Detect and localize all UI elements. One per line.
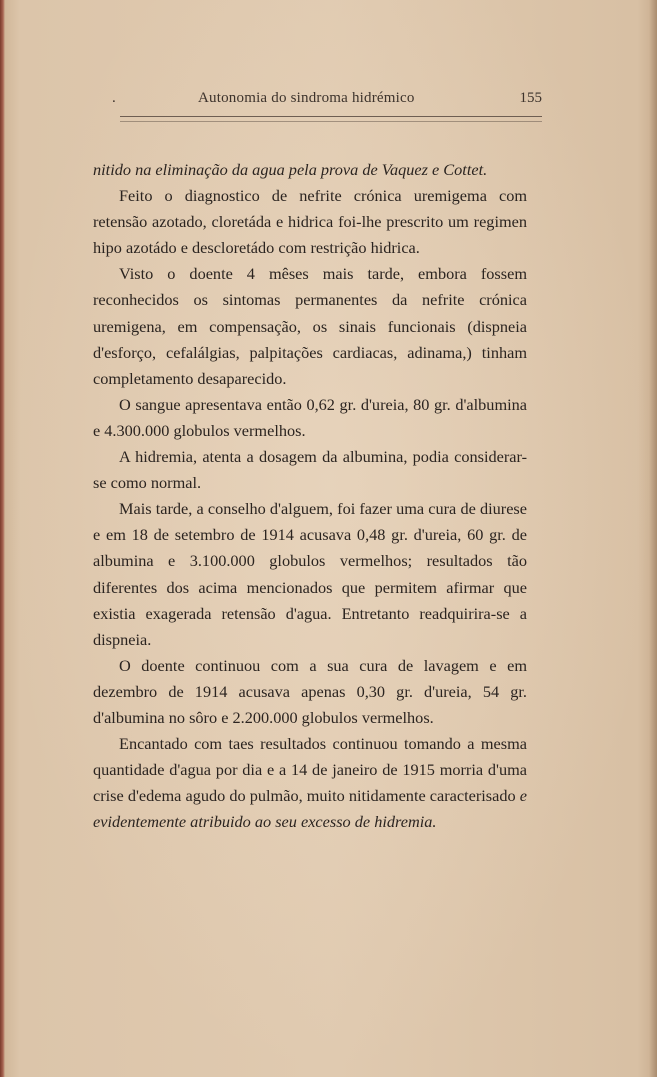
paragraph-8-italic: e evidentemente atribuido ao seu excesso de hidremia. <box>93 786 527 832</box>
paragraph-6: Mais tarde, a conselho d'alguem, foi fazer uma cura de diurese e em 18 de setembro de 1914 acusava 0,48 gr. d'ureia, 60 gr. de albumina e 3.100.000 globulos vermelhos; resultados tão diferentes dos acima mencionados que permitem afirmar que existia exagerada retensão d'agua. Entretanto readquirira-se a dispneia. <box>93 499 527 649</box>
header-rule <box>120 116 542 117</box>
binding-edge <box>0 0 5 1077</box>
paragraph-7: O doente continuou com a sua cura de lavagem e em dezembro de 1914 acusava apenas 0,30 gr. d'ureia, 54 gr. d'albumina no sôro e 2.200.000 globulos vermelhos. <box>93 655 527 727</box>
paragraph-8 <box>93 731 527 835</box>
paragraph-2: Feito o diagnostico de nefrite crónica uremigema com retensão azotado, cloretáda e hidrica foi-lhe prescrito um regimen hipo azotádo e descloretádo com restrição hidrica. <box>93 186 527 258</box>
header-rule-secondary <box>120 121 542 122</box>
paragraph-4: O sangue apresentava então 0,62 gr. d'ureia, 80 gr. d'albumina e 4.300.000 globulos vermelhos. <box>93 394 527 440</box>
paragraph-1-italic: nitido na eliminação da agua pela prova de Vaquez e Cottet. <box>93 160 488 179</box>
header-dot: . <box>112 90 116 106</box>
paragraph-3: Visto o doente 4 mêses mais tarde, embora fossem reconhecidos os sintomas permanentes da nefrite crónica uremigena, em compensação, os sinais funcionais (dispneia d'esforço, cefalálgias, palpitações cardiacas, adinama,) tinham completamento desaparecido. <box>93 264 527 388</box>
running-title: Autonomia do sindroma hidrémico <box>198 90 415 106</box>
body-text <box>93 157 527 835</box>
paragraph-5: A hidremia, atenta a dosagem da albumina, podia considerar-se como normal. <box>93 447 527 493</box>
running-header <box>112 90 542 112</box>
page-edge-shadow <box>649 0 657 1077</box>
paragraph-8-text: Encantado com taes resultados continuou tomando a mesma quantidade d'agua por dia e a 14 de janeiro de 1915 morria d'uma crise d'edema agudo do pulmão, muito nitidamente caracterisado <box>93 734 527 806</box>
page-number: 155 <box>519 90 542 106</box>
paragraph-1 <box>93 157 527 183</box>
